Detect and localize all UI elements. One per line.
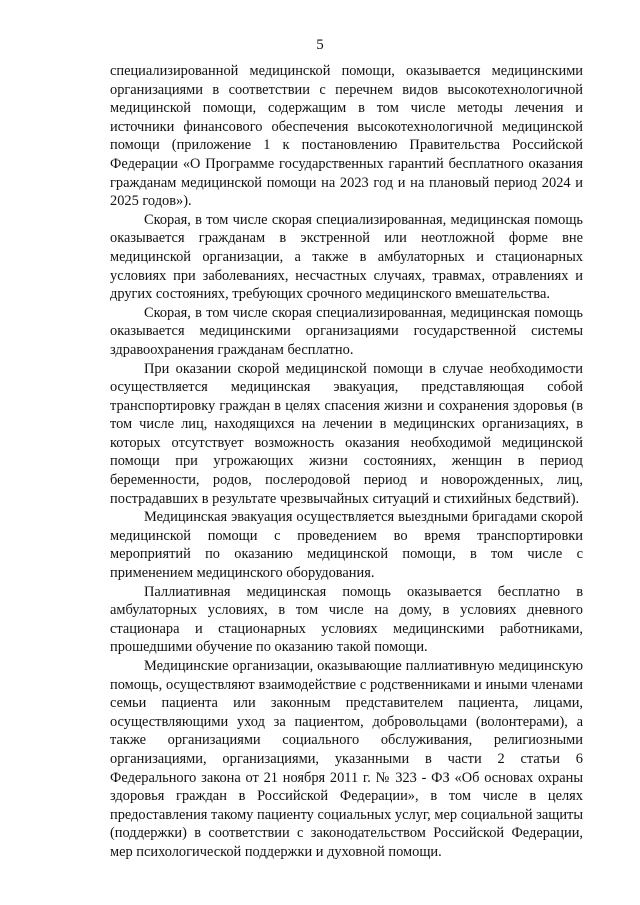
document-body [110, 62, 583, 862]
paragraph-1-continuation: специализированной медицинской помощи, оказывается медицинскими организациями в соответствии с перечнем видов высокотехнологичной медицинской помощи, содержащим в том числе методы лечения и источники финансового обеспечения высокотехнологичной медицинской помощи (приложение 1 к постановлению Правительства Российской Федерации «О Программе государственных гарантий бесплатного оказания гражданам медицинской помощи на 2023 год и на плановый период 2024 и 2025 годов»). [110, 63, 583, 210]
paragraph-5: Медицинская эвакуация осуществляется выездными бригадами скорой медицинской помощи с проведением во время транспортировки мероприятий по оказанию медицинской помощи, в том числе с применением медицинского оборудования. [110, 509, 583, 582]
paragraph-4: При оказании скорой медицинской помощи в случае необходимости осуществляется медицинская эвакуация, представляющая собой транспортировку граждан в целях спасения жизни и сохранения здоровья (в том числе лиц, находящихся на лечении в медицинских организациях, в которых отсутствует возможность оказания необходимой медицинской помощи при угрожающих жизни состояниях, женщин в период беременности, родов, послеродовой период и новорожденных, лиц, пострадавших в результате чрезвычайных ситуаций и стихийных бедствий). [110, 360, 583, 507]
paragraph-2: Скорая, в том числе скорая специализированная, медицинская помощь оказывается гражданам в экстренной или неотложной форме вне медицинской организации, а также в амбулаторных и стационарных условиях при заболеваниях, несчастных случаях, травмах, отравлениях и других состояниях, требующих срочного медицинского вмешательства. [110, 211, 583, 303]
paragraph-7: Медицинские организации, оказывающие паллиативную медицинскую помощь, осуществляют взаимодействие с родственниками и иными членами семьи пациента или законным представителем пациента, лицами, осуществляющими уход за пациентом, добровольцами (волонтерами), а также организациями социального обслуживания, религиозными организациями, организациями, указанными в части 2 статьи 6 Федерального закона от 21 ноября 2011 г. № 323 - ФЗ «Об основах охраны здоровья граждан в Российской Федерации», в том числе в целях предоставления такому пациенту социальных услуг, мер социальной защиты (поддержки) в соответствии с законодательством Российской Федерации, мер психологической поддержки и духовной помощи. [110, 658, 583, 860]
paragraph-6: Паллиативная медицинская помощь оказывается бесплатно в амбулаторных условиях, в том числе на дому, в условиях дневного стационара и стационарных условиях медицинскими работниками, прошедшими обучение по оказанию такой помощи. [110, 583, 583, 656]
paragraph-3: Скорая, в том числе скорая специализированная, медицинская помощь оказывается медицинскими организациями государственной системы здравоохранения гражданам бесплатно. [110, 304, 583, 358]
page-number: 5 [316, 37, 324, 53]
